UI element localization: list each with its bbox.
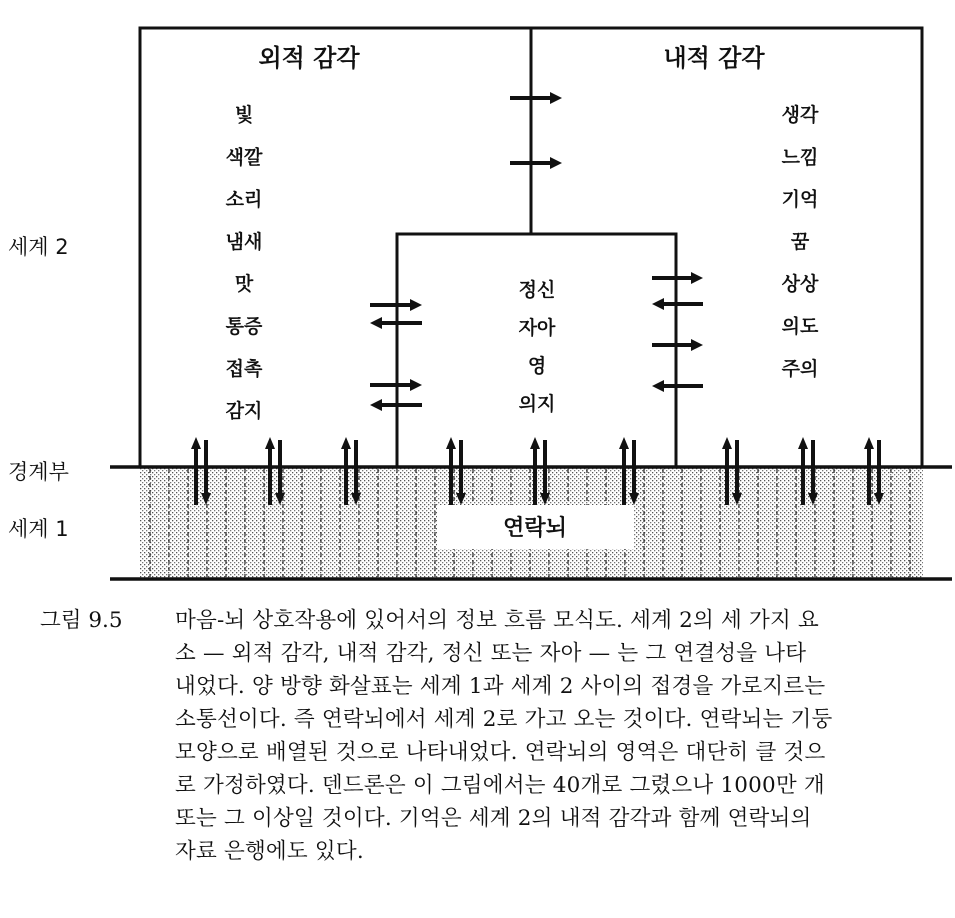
caption-line: 로 가정하였다. 덴드론은 이 그림에서는 40개로 그렸으나 1000만 개 bbox=[175, 773, 825, 798]
figure-caption bbox=[40, 604, 940, 904]
inner-sense-item: 의도 bbox=[781, 315, 819, 338]
caption-line: 내었다. 양 방향 화살표는 세계 1과 세계 2 사이의 접경을 가로지르는 bbox=[175, 674, 826, 699]
outer-sense-item: 통증 bbox=[225, 315, 263, 338]
mind-item: 정신 bbox=[518, 279, 556, 301]
world2-label: 세계 2 bbox=[8, 235, 69, 259]
mind-box bbox=[397, 234, 676, 467]
inner-sense-item: 주의 bbox=[781, 357, 819, 380]
outer-sense-item: 냄새 bbox=[225, 230, 263, 253]
figure-number: 그림 9.5 bbox=[40, 608, 123, 633]
outer-sense-item: 빛 bbox=[234, 104, 254, 126]
liaison-brain-label: 연락뇌 bbox=[503, 516, 567, 541]
inner-sense-item: 상상 bbox=[781, 273, 819, 296]
outer-sense-item: 맛 bbox=[234, 273, 254, 296]
inner-sense-title: 내적 감각 bbox=[663, 44, 765, 72]
inner-sense-item: 꿈 bbox=[790, 230, 810, 253]
world1-label: 세계 1 bbox=[8, 517, 69, 541]
mind-item: 영 bbox=[527, 355, 547, 377]
caption-line: 마음-뇌 상호작용에 있어서의 정보 흐름 모식도. 세계 2의 세 가지 요 bbox=[175, 608, 819, 633]
boundary-label: 경계부 bbox=[8, 460, 69, 484]
mind-item: 의지 bbox=[518, 393, 556, 415]
caption-line: 모양으로 배열된 것으로 나타내었다. 연락뇌의 영역은 대단히 클 것으 bbox=[175, 740, 826, 765]
mind-item: 자아 bbox=[518, 317, 556, 339]
caption-text bbox=[175, 604, 945, 868]
outer-sense-item: 감지 bbox=[225, 400, 263, 423]
inner-sense-item: 느낌 bbox=[781, 146, 819, 169]
caption-line: 소통선이다. 즉 연락뇌에서 세계 2로 가고 오는 것이다. 연락뇌는 기둥 bbox=[175, 707, 833, 732]
outer-sense-list bbox=[226, 103, 263, 422]
inner-sense-item: 생각 bbox=[781, 104, 819, 126]
inner-sense-list bbox=[782, 103, 819, 380]
outer-sense-title: 외적 감각 bbox=[258, 44, 360, 72]
outer-sense-item: 접촉 bbox=[225, 357, 263, 380]
caption-line: 또는 그 이상일 것이다. 기억은 세계 2의 내적 감각과 함께 연락뇌의 bbox=[175, 806, 812, 831]
outer-sense-item: 소리 bbox=[225, 188, 263, 211]
outer-sense-item: 색깔 bbox=[225, 146, 263, 169]
caption-line: 소 — 외적 감각, 내적 감각, 정신 또는 자아 — 는 그 연결성을 나타 bbox=[175, 641, 807, 666]
caption-line: 자료 은행에도 있다. bbox=[175, 839, 364, 864]
mind-list bbox=[519, 278, 556, 415]
right-arrow bbox=[510, 92, 562, 104]
right-arrow bbox=[510, 157, 562, 169]
inner-sense-item: 기억 bbox=[781, 188, 819, 211]
